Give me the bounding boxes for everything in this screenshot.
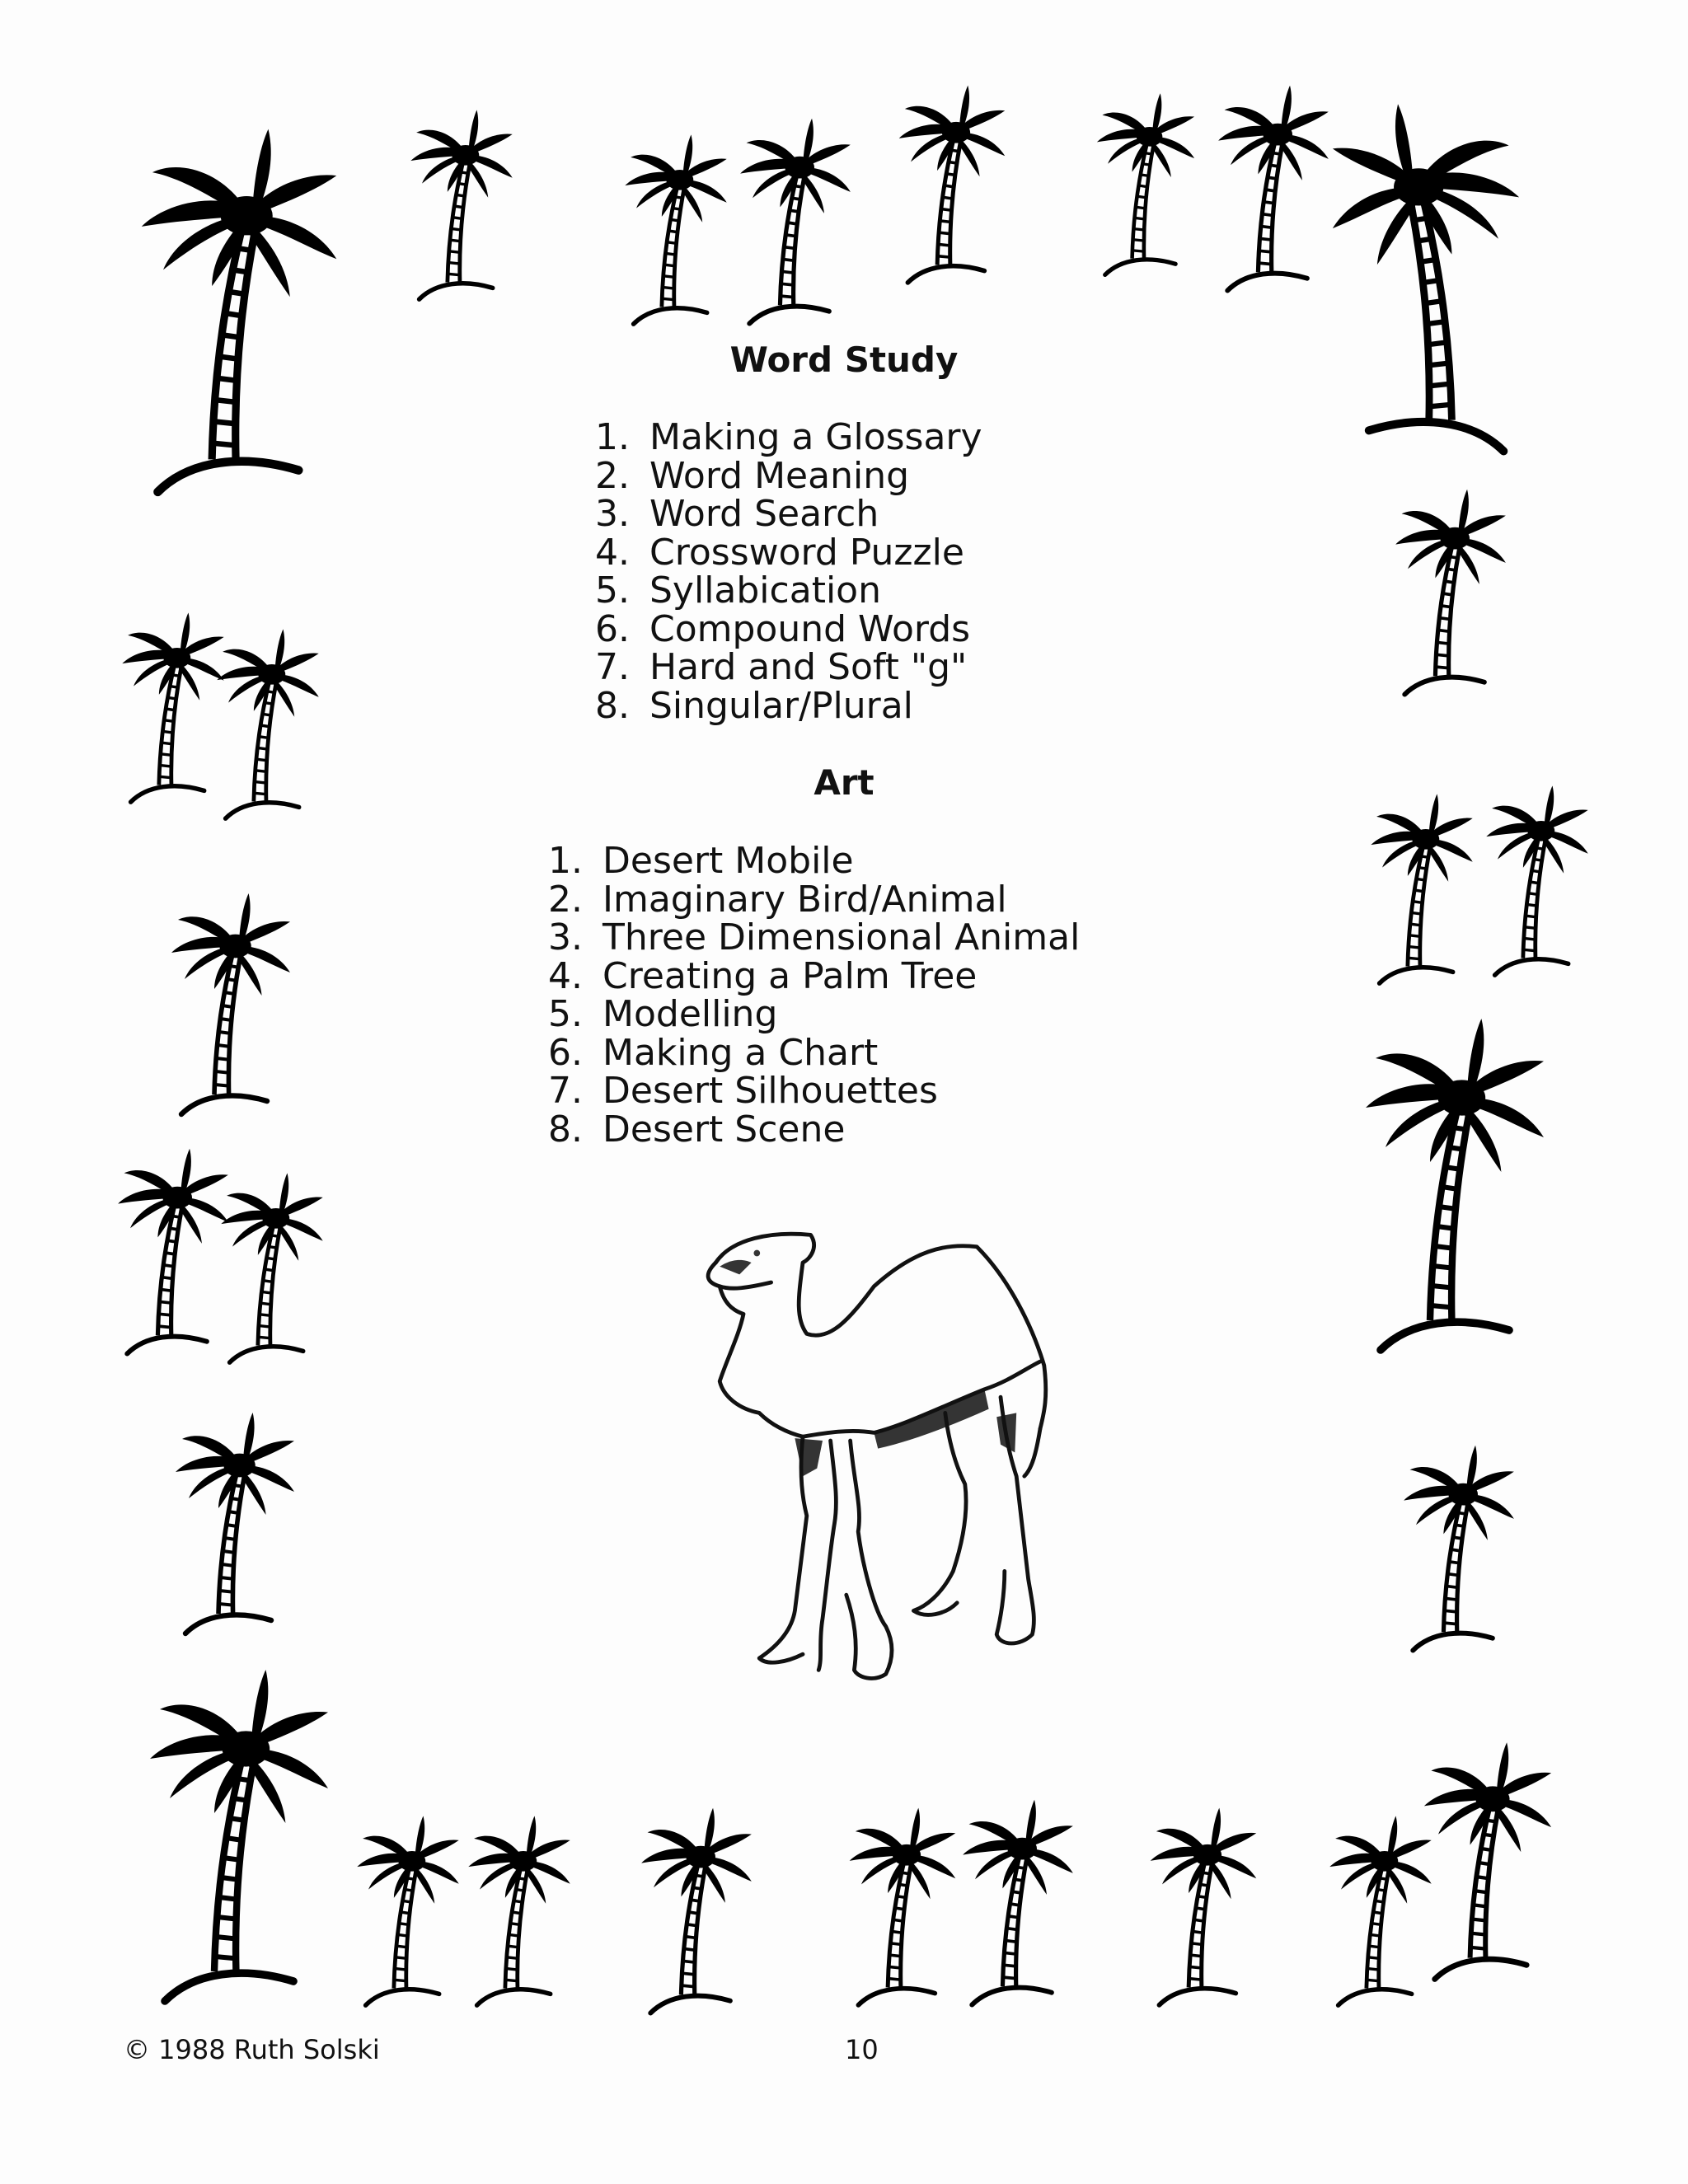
copyright-notice: © 1988 Ruth Solski xyxy=(124,2034,380,2065)
list-item: 8. Desert Scene xyxy=(548,1108,846,1151)
palm-tree-icon xyxy=(449,1813,589,2011)
palm-tree-icon xyxy=(1418,1739,1558,1986)
palm-tree-icon xyxy=(1475,783,1599,981)
palm-tree-icon xyxy=(132,124,346,503)
list-item: 6. Making a Chart xyxy=(548,1031,879,1074)
palm-tree-icon xyxy=(140,1665,338,2011)
list-item: 1. Making a Glossary xyxy=(595,416,982,458)
list-item: 7. Hard and Soft "g" xyxy=(595,646,968,688)
palm-tree-icon xyxy=(1385,486,1517,701)
art-list xyxy=(548,842,1080,1149)
camel-illustration xyxy=(684,1212,1080,1788)
list-item: 6. Compound Words xyxy=(595,607,971,650)
list-item: 3. Three Dimensional Animal xyxy=(548,916,1081,958)
section-title-art: Art xyxy=(814,762,874,803)
palm-tree-icon xyxy=(165,1409,305,1640)
list-item: 5. Modelling xyxy=(548,993,778,1035)
palm-tree-icon xyxy=(1319,99,1533,462)
palm-tree-icon xyxy=(626,1805,767,2019)
palm-tree-icon xyxy=(1360,791,1484,989)
palm-tree-icon xyxy=(948,1797,1088,2011)
palm-tree-icon xyxy=(157,890,305,1121)
list-item: 3. Word Search xyxy=(595,493,879,535)
list-item: 4. Creating a Palm Tree xyxy=(548,954,978,997)
palm-tree-icon xyxy=(1137,1805,1269,2011)
palm-tree-icon xyxy=(1360,1014,1550,1360)
list-item: 7. Desert Silhouettes xyxy=(548,1070,938,1112)
palm-tree-icon xyxy=(725,115,865,330)
palm-tree-icon xyxy=(387,107,536,305)
page-number: 10 xyxy=(845,2034,879,2065)
list-item: 1. Desert Mobile xyxy=(548,840,854,882)
palm-tree-icon xyxy=(1080,91,1212,280)
word-study-list xyxy=(595,416,982,727)
palm-tree-icon xyxy=(210,1170,334,1368)
palm-tree-icon xyxy=(1393,1442,1525,1657)
list-item: 2. Word Meaning xyxy=(595,454,910,497)
palm-tree-icon xyxy=(878,82,1026,288)
list-item: 2. Imaginary Bird/Animal xyxy=(548,878,1007,921)
section-title-word-study: Word Study xyxy=(729,340,959,380)
list-item: 4. Crossword Puzzle xyxy=(595,531,964,574)
list-item: 8. Singular/Plural xyxy=(595,684,913,727)
list-item: 5. Syllabication xyxy=(595,569,881,612)
